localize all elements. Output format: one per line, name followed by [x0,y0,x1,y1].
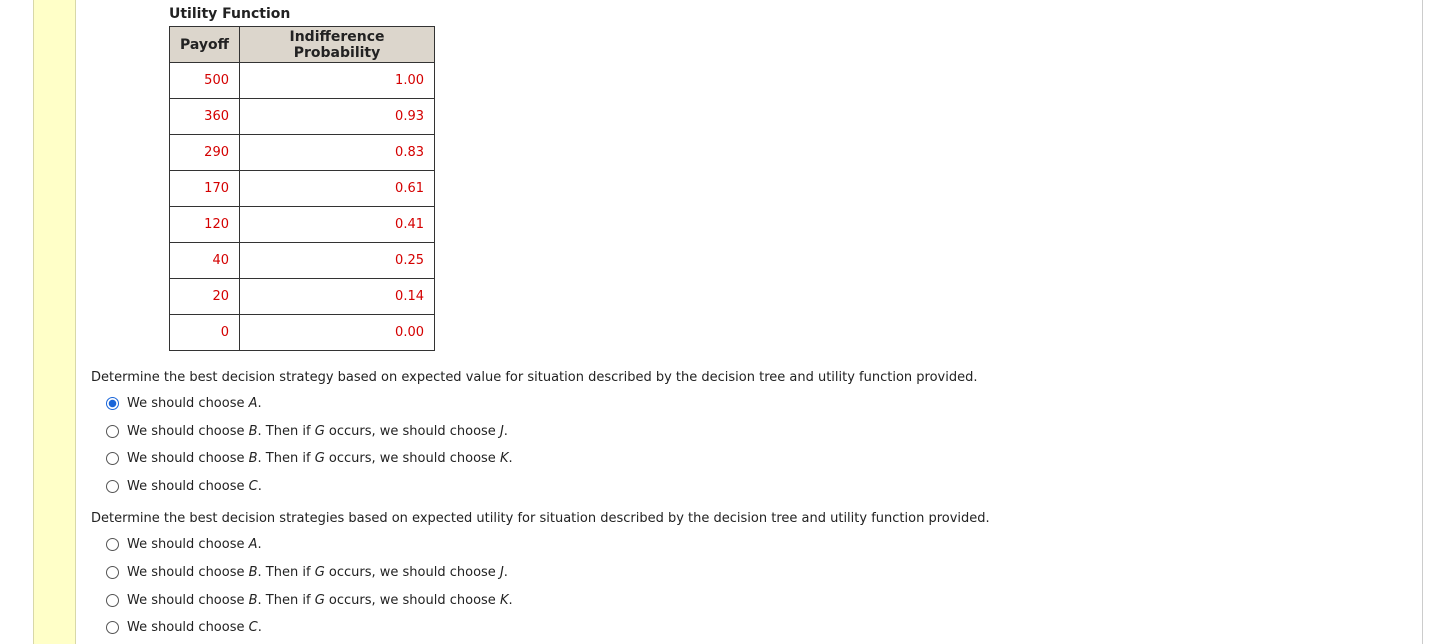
q2-option-a[interactable] [106,534,262,554]
option-label: We should choose C. [127,478,262,494]
table-row [170,63,435,99]
left-gutter [33,0,76,644]
question-expected-value: Determine the best decision strategy based on expected value for situation described by the decision tree and utility function provided. [91,370,978,385]
probability-cell: 1.00 [240,63,435,99]
radio-icon[interactable] [106,425,119,438]
probability-cell: 0.83 [240,135,435,171]
payoff-cell: 290 [170,135,240,171]
table-row [170,243,435,279]
payoff-cell: 170 [170,171,240,207]
table-row [170,207,435,243]
radio-icon[interactable] [106,538,119,551]
probability-cell: 0.25 [240,243,435,279]
question-expected-utility: Determine the best decision strategies based on expected utility for situation described by the decision tree and utility function provided. [91,511,990,526]
q1-option-b-k[interactable] [106,448,513,468]
radio-icon[interactable] [106,594,119,607]
payoff-cell: 40 [170,243,240,279]
payoff-cell: 0 [170,315,240,351]
header-indifference-probability: Indifference Probability [240,27,435,63]
radio-icon[interactable] [106,480,119,493]
utility-function-table [169,26,435,351]
q2-option-b-k[interactable] [106,590,513,610]
table-row [170,99,435,135]
probability-cell: 0.14 [240,279,435,315]
table-row [170,135,435,171]
probability-cell: 0.93 [240,99,435,135]
option-label: We should choose B. Then if G occurs, we should choose J. [127,564,508,580]
payoff-cell: 20 [170,279,240,315]
q1-option-c[interactable] [106,476,262,496]
radio-checked-icon[interactable] [106,397,119,410]
table-row [170,315,435,351]
radio-icon[interactable] [106,452,119,465]
radio-icon[interactable] [106,566,119,579]
option-label: We should choose A. [127,395,262,411]
header-payoff: Payoff [170,27,240,63]
table-row [170,279,435,315]
option-label: We should choose C. [127,619,262,635]
payoff-cell: 120 [170,207,240,243]
q2-option-c[interactable] [106,617,262,637]
option-label: We should choose B. Then if G occurs, we should choose K. [127,592,513,608]
payoff-cell: 500 [170,63,240,99]
option-label: We should choose B. Then if G occurs, we should choose K. [127,450,513,466]
radio-icon[interactable] [106,621,119,634]
probability-cell: 0.41 [240,207,435,243]
table-header-row [170,27,435,63]
q1-option-b-j[interactable] [106,421,508,441]
q1-option-a[interactable] [106,393,262,413]
q2-option-b-j[interactable] [106,562,508,582]
probability-cell: 0.00 [240,315,435,351]
right-divider [1422,0,1423,644]
table-row [170,171,435,207]
option-label: We should choose B. Then if G occurs, we should choose J. [127,423,508,439]
option-label: We should choose A. [127,536,262,552]
payoff-cell: 360 [170,99,240,135]
probability-cell: 0.61 [240,171,435,207]
table-title: Utility Function [169,6,291,22]
